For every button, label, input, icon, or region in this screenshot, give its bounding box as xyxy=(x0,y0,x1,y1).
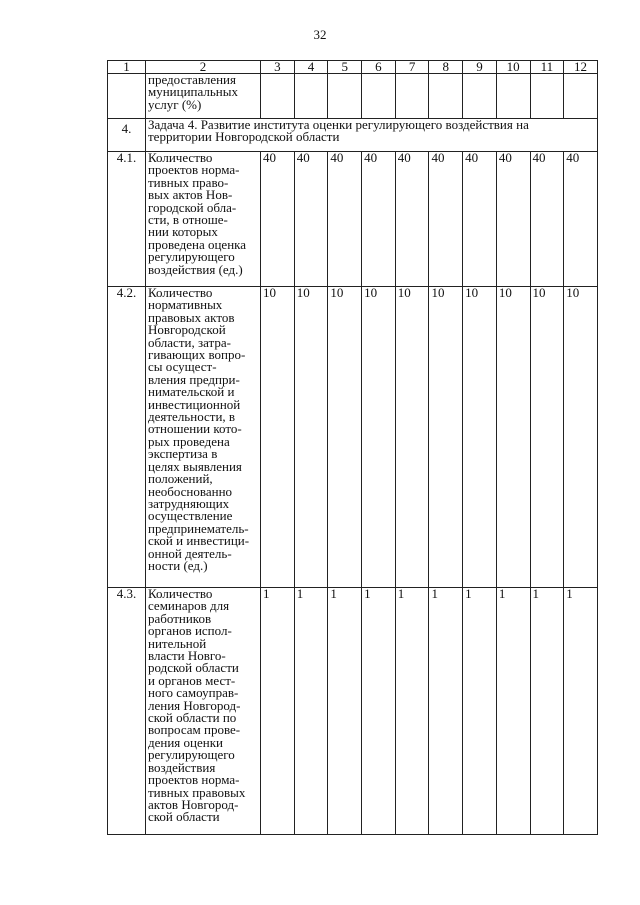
value-cell: 10 xyxy=(294,287,328,588)
column-number: 12 xyxy=(564,61,598,74)
table-row xyxy=(108,152,598,287)
value-cell: 1 xyxy=(395,588,429,835)
value-cell: 10 xyxy=(395,287,429,588)
indicator-name: Количество проектов норма- тивных право- вых актов Нов- городской обла- сти, в отноше- нии которых проведена оценка регулирующего воздействия (ед.) xyxy=(146,152,261,287)
indicators-table xyxy=(107,60,598,835)
row-number: 4.3. xyxy=(108,588,146,835)
value-cell: 10 xyxy=(463,287,497,588)
value-cell: 1 xyxy=(362,588,396,835)
indicator-name: Количество нормативных правовых актов Новгородской области, затра- гивающих вопро- сы осущест- вления предпри- нимательской и инвестиционной деятельности, в отношении кото- рых проведена экспертиза в целях выявления положений, необоснованно затрудняющих осуществление предпринематель- ской и инвестици- онной деятель- ности (ед.) xyxy=(146,287,261,588)
value-cell xyxy=(463,74,497,119)
task-row xyxy=(108,119,598,152)
value-cell xyxy=(261,74,295,119)
value-cell: 40 xyxy=(564,152,598,287)
value-cell xyxy=(530,74,564,119)
value-cell xyxy=(328,74,362,119)
value-cell: 10 xyxy=(261,287,295,588)
value-cell: 40 xyxy=(261,152,295,287)
page-number: 32 xyxy=(313,27,327,42)
table-row xyxy=(108,74,598,119)
value-cell: 1 xyxy=(564,588,598,835)
value-cell: 1 xyxy=(463,588,497,835)
column-number: 9 xyxy=(463,61,497,74)
column-number: 2 xyxy=(146,61,261,74)
table-row xyxy=(108,287,598,588)
value-cell: 1 xyxy=(429,588,463,835)
value-cell: 10 xyxy=(530,287,564,588)
value-cell xyxy=(429,74,463,119)
column-number: 10 xyxy=(496,61,530,74)
column-number: 6 xyxy=(362,61,396,74)
value-cell: 1 xyxy=(294,588,328,835)
value-cell xyxy=(564,74,598,119)
value-cell xyxy=(362,74,396,119)
value-cell: 1 xyxy=(328,588,362,835)
column-number: 5 xyxy=(328,61,362,74)
value-cell: 1 xyxy=(496,588,530,835)
value-cell: 40 xyxy=(328,152,362,287)
value-cell: 10 xyxy=(429,287,463,588)
value-cell: 1 xyxy=(261,588,295,835)
row-number xyxy=(108,74,146,119)
value-cell xyxy=(395,74,429,119)
value-cell xyxy=(294,74,328,119)
table-row xyxy=(108,588,598,835)
column-number: 11 xyxy=(530,61,564,74)
column-number: 4 xyxy=(294,61,328,74)
row-number: 4. xyxy=(108,119,146,152)
value-cell: 40 xyxy=(496,152,530,287)
task-title: Задача 4. Развитие института оценки регулирующего воздействия на территории Новгородской области xyxy=(146,119,598,152)
value-cell: 10 xyxy=(496,287,530,588)
value-cell xyxy=(496,74,530,119)
indicator-name: Количество семинаров для работников органов испол- нительной власти Новго- родской области и органов мест- ного самоуправ- ления Новгород- ской области по вопросам прове- дения оценки регулирующего воздействия проектов норма- тивных правовых актов Новгород- ской области xyxy=(146,588,261,835)
row-number: 4.1. xyxy=(108,152,146,287)
value-cell: 10 xyxy=(362,287,396,588)
row-number: 4.2. xyxy=(108,287,146,588)
column-number: 8 xyxy=(429,61,463,74)
column-number: 3 xyxy=(261,61,295,74)
value-cell: 40 xyxy=(395,152,429,287)
value-cell: 40 xyxy=(463,152,497,287)
value-cell: 40 xyxy=(530,152,564,287)
indicator-name: предоставления муниципальных услуг (%) xyxy=(146,74,261,119)
value-cell: 10 xyxy=(564,287,598,588)
value-cell: 40 xyxy=(429,152,463,287)
column-number: 7 xyxy=(395,61,429,74)
column-number: 1 xyxy=(108,61,146,74)
value-cell: 10 xyxy=(328,287,362,588)
value-cell: 40 xyxy=(294,152,328,287)
value-cell: 1 xyxy=(530,588,564,835)
value-cell: 40 xyxy=(362,152,396,287)
